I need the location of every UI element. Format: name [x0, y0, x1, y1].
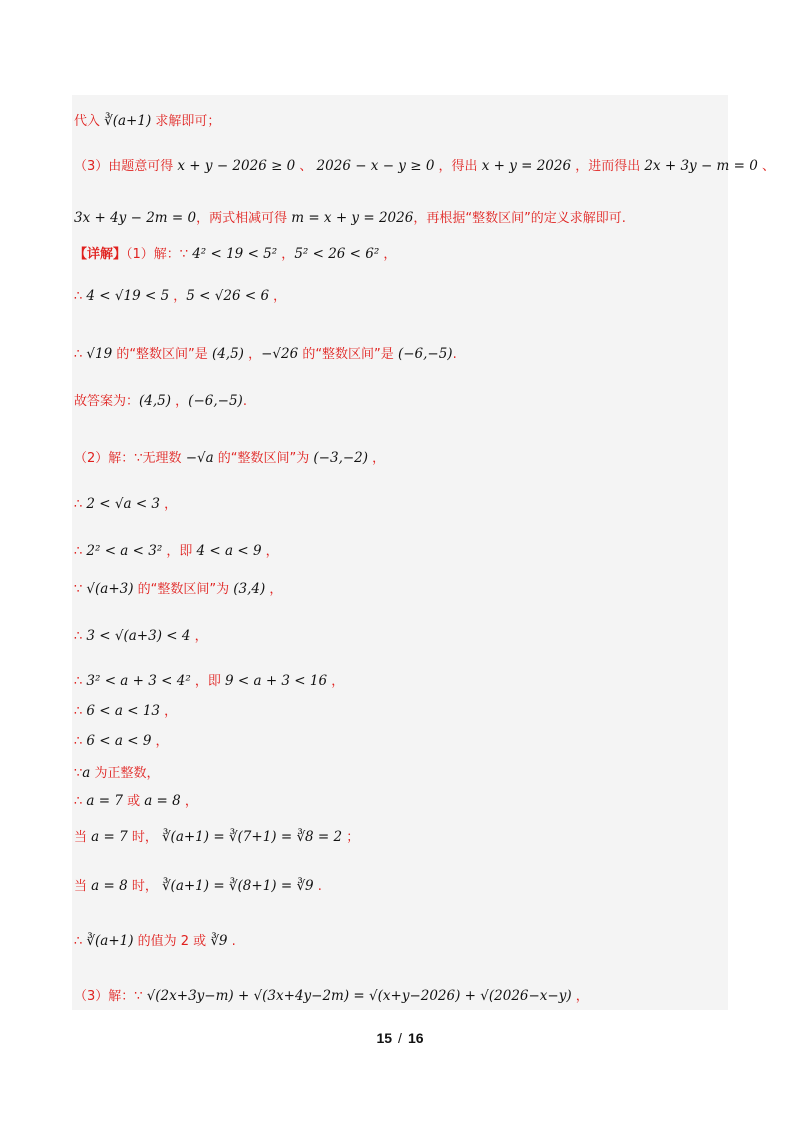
text-run: ， — [261, 544, 279, 559]
text-run: （3）解：∵ — [74, 989, 147, 1004]
text-run: 的“整数区间”是 — [112, 347, 212, 362]
solution-line — [74, 343, 457, 362]
math-expression: √19 — [86, 346, 113, 362]
math-expression: −√26 — [261, 346, 299, 362]
solution-line — [74, 447, 385, 466]
text-run: ， — [169, 289, 187, 304]
math-expression: (−6,−5) — [188, 393, 243, 409]
math-expression: ∛9 — [210, 933, 228, 949]
text-run: 求解即可； — [151, 114, 221, 129]
text-run: 当 — [74, 830, 92, 845]
math-expression: 4 < √19 < 5 — [86, 288, 170, 304]
solution-line — [74, 700, 177, 719]
text-run: ∴ — [74, 544, 87, 559]
text-run: ∴ — [74, 704, 87, 719]
text-run: （3）由题意可得 — [74, 159, 178, 174]
math-expression: (−6,−5) — [397, 346, 453, 362]
text-run: 、 — [295, 159, 317, 174]
section-label: 【详解】 — [74, 247, 127, 262]
text-run: ， — [180, 794, 198, 809]
page-total: 16 — [407, 1030, 424, 1046]
math-expression: 6 < a < 9 — [86, 733, 152, 749]
solution-line — [74, 670, 344, 689]
math-expression: x + y − 2026 ≥ 0 — [177, 158, 296, 174]
text-run: ， — [277, 247, 295, 262]
text-run: 的“整数区间”是 — [298, 347, 398, 362]
text-run: ， — [265, 582, 283, 597]
solution-line — [74, 155, 775, 174]
math-expression: a = 7 — [91, 829, 128, 845]
math-expression: 2026 − x − y ≥ 0 — [316, 158, 435, 174]
text-run: ∴ — [74, 347, 87, 362]
math-expression: (3,4) — [233, 581, 266, 597]
math-expression: 6 < a < 13 — [86, 703, 161, 719]
text-run: 或 — [122, 794, 145, 809]
text-run: . — [227, 934, 236, 949]
math-expression: 4² < 19 < 5² — [192, 246, 278, 262]
math-expression: 2 < √a < 3 — [86, 496, 161, 512]
solution-line — [74, 578, 282, 597]
text-run: （1）解：∵ — [126, 247, 193, 262]
text-run: ，即 — [190, 674, 225, 689]
math-expression: 3x + 4y − 2m = 0 — [74, 210, 197, 226]
text-run: ∵ — [74, 582, 87, 597]
solution-line — [74, 493, 177, 512]
text-run: . — [313, 879, 322, 894]
text-run: ∴ — [74, 934, 87, 949]
text-run: ，得出 — [434, 159, 482, 174]
math-expression: a — [82, 765, 91, 781]
text-run: 的“整数区间”为 — [133, 582, 234, 597]
math-expression: ∛(a+1) = ∛(7+1) = ∛8 = 2 — [161, 829, 343, 845]
math-expression: ∛(a+1) = ∛(8+1) = ∛9 — [161, 878, 314, 894]
text-run: ∴ — [74, 734, 87, 749]
math-expression: (4,5) — [211, 346, 244, 362]
page-current: 15 — [376, 1030, 393, 1046]
solution-line — [74, 285, 286, 304]
solution-line — [74, 625, 208, 644]
math-expression: a = 7 — [86, 793, 123, 809]
text-run: ，再根据“整数区间”的定义求解即可. — [413, 211, 626, 226]
math-expression: a = 8 — [91, 878, 128, 894]
text-run: 的值为 2 或 — [133, 934, 211, 949]
text-run: ， — [571, 989, 589, 1004]
math-expression: 4 < a < 9 — [196, 543, 262, 559]
text-run: 、 — [757, 159, 775, 174]
math-expression: 3² < a + 3 < 4² — [86, 673, 191, 689]
solution-line — [74, 730, 169, 749]
text-run: ， — [190, 629, 208, 644]
math-expression: −√a — [185, 450, 214, 466]
page-separator: / — [398, 1030, 402, 1046]
text-run: ， — [379, 247, 397, 262]
text-run: 为正整数， — [90, 766, 160, 781]
text-run: ∴ — [74, 289, 87, 304]
text-run: 时， — [127, 879, 162, 894]
math-expression: 3 < √(a+3) < 4 — [86, 628, 191, 644]
solution-line — [74, 930, 236, 949]
math-expression: (−3,−2) — [313, 450, 369, 466]
math-expression: √(a+3) — [86, 581, 134, 597]
math-expression: x + y = 2026 — [481, 158, 572, 174]
solution-line — [74, 540, 279, 559]
text-run: ， — [160, 704, 178, 719]
math-expression: a = 8 — [144, 793, 181, 809]
text-run: . — [452, 347, 457, 362]
text-run: ， — [327, 674, 345, 689]
page-number — [0, 1030, 800, 1046]
solution-line — [74, 826, 359, 845]
math-expression: m = x + y = 2026 — [291, 210, 414, 226]
text-run: ， — [151, 734, 169, 749]
text-run: . — [242, 394, 247, 409]
text-run: 故答案为： — [74, 394, 140, 409]
text-run: ， — [171, 394, 189, 409]
text-run: ，即 — [162, 544, 197, 559]
text-run: ， — [368, 451, 386, 466]
math-expression: (4,5) — [139, 393, 172, 409]
text-run: 代入 — [74, 114, 105, 129]
text-run: ； — [342, 830, 360, 845]
text-run: ， — [269, 289, 287, 304]
math-expression: 9 < a + 3 < 16 — [225, 673, 328, 689]
text-run: 的“整数区间”为 — [213, 451, 314, 466]
solution-line — [74, 243, 396, 262]
math-expression: ∛(a+1) — [86, 933, 134, 949]
math-expression: 5² < 26 < 6² — [294, 246, 380, 262]
text-run: ∵ — [74, 766, 83, 781]
text-run: ，两式相减可得 — [196, 211, 292, 226]
text-run: （2）解：∵无理数 — [74, 451, 186, 466]
solution-line — [74, 985, 589, 1004]
solution-line — [74, 875, 322, 894]
text-run: ∴ — [74, 629, 87, 644]
text-run: ∴ — [74, 794, 87, 809]
math-expression: 2x + 3y − m = 0 — [644, 158, 758, 174]
solution-line — [74, 390, 247, 409]
solution-line — [74, 762, 159, 781]
text-run: 当 — [74, 879, 92, 894]
text-run: ， — [160, 497, 178, 512]
math-expression: 2² < a < 3² — [86, 543, 163, 559]
text-run: ，进而得出 — [571, 159, 645, 174]
math-expression: 5 < √26 < 6 — [186, 288, 270, 304]
math-expression: ∛(a+1) — [104, 113, 152, 129]
solution-line — [74, 110, 220, 129]
text-run: ∴ — [74, 497, 87, 512]
math-expression: √(2x+3y−m) + √(3x+4y−2m) = √(x+y−2026) + √(2026−x−y) — [146, 988, 572, 1004]
solution-line — [74, 790, 198, 809]
text-run: ∴ — [74, 674, 87, 689]
text-run: 时， — [127, 830, 162, 845]
text-run: ， — [243, 347, 262, 362]
solution-line — [74, 207, 626, 226]
